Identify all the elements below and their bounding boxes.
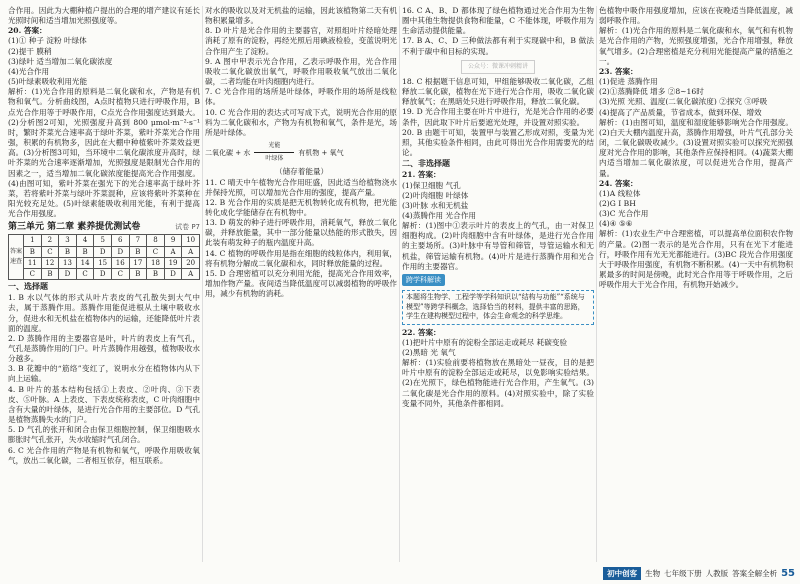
equation-condition-top: 光能	[268, 142, 281, 150]
explanation: 19. D 光合作用主要在叶片中进行，光是光合作用的必要条件，因此取下叶片后要遮光处理，并设置对照实验。	[402, 107, 594, 127]
cross-discipline-tag: 跨学科解读	[402, 274, 445, 286]
explanation: 16. C A、B、D 都体现了绿色植物通过光合作用为生物圈中其他生物提供食物和能量，C 不能体现，呼吸作用为生命活动提供能量。	[402, 6, 594, 36]
explanation: 4. B 叶片的基本结构包括①上表皮、②叶肉、③下表皮、⑤叶脉。A 上表皮、下表皮统称表皮，C 叶肉细胞中含有大量的叶绿体，是进行光合作用的主要部位。D 气孔是植物蒸腾失水的门户。	[8, 384, 200, 425]
answer-line: (3)绿叶 适当增加二氧化碳浓度	[8, 56, 113, 66]
answer-line: (5)叶绿素吸收利用光能	[8, 77, 88, 87]
explanation: 14. C 植物的呼吸作用是指在细胞的线粒体内，利用氧，将有机物分解成二氧化碳和水，同时释放能量的过程。	[205, 248, 397, 268]
explanation: 解析：(1)图中①表示叶片的表皮上的气孔，由一对保卫细胞构成。(2)叶肉细胞中含有叶绿体，是进行光合作用的主要场所。(3)叶脉中有导管和筛管，导管运输水和无机盐，筛管运输有机物。(4)叶片是进行蒸腾作用和光合作用的主要器官。	[402, 221, 594, 271]
answer-line: (1)把叶片中原有的淀粉全部运走或耗尽 耗碳变验	[402, 337, 568, 347]
answer-line: (1)保卫细胞 气孔	[402, 180, 461, 190]
explanation: 解析：(1)由图可知，温度和湿度能够影响光合作用强度。(2)白天大棚内温度升高，蒸腾作用增强，叶片气孔部分关闭，二氧化碳吸收减少。(3)设置对照实验可以探究光照强度对光合作用的影响，其他条件应保持相同。(4)蔬菜大棚内适当增加二氧化碳浓度，可以促进光合作用，提高产量。	[599, 117, 793, 178]
explanation: 10. C 光合作用的表达式可写成下式，说明光合作用的原料为二氧化碳和水，产物为有机物和氧气，条件是光，场所是叶绿体。	[205, 107, 397, 137]
answer-line: (4)光合作用	[8, 66, 50, 76]
footer-tag: 答案全解全析	[732, 568, 778, 578]
column-divider	[399, 6, 400, 562]
footer-edition: 人教版	[705, 568, 729, 578]
answer-line: (3)叶脉 水和无机盐	[402, 200, 469, 210]
explanation: 3. B 花瓣中的“筋络”变红了，说明水分在植物体内从下向上运输。	[8, 364, 200, 384]
explanation: 6. C 光合作用的产物是有机物和氧气，呼吸作用吸收氧气，放出二氧化碳，二者相互依存，相互联系。	[8, 445, 200, 465]
equation-arrow	[254, 141, 294, 164]
explanation: 7. C 光合作用的场所是叶绿体，呼吸作用的场所是线粒体。	[205, 87, 397, 107]
explanation: 1. B 水以气体的形式从叶片表皮的气孔散失到大气中去，属于蒸腾作用。蒸腾作用能促进根从土壤中吸收水分，促进水和无机盐在植物体内的运输，还能降低叶片表面的温度。	[8, 293, 200, 333]
answer-line: (2)①蒸腾降低 增多 ②8~16时	[599, 87, 704, 97]
explanation: 9. A 图中甲表示光合作用，乙表示呼吸作用，光合作用吸收二氧化碳放出氧气，呼吸作用吸收氧气放出二氧化碳，二者均能在叶肉细胞内进行。	[205, 56, 397, 87]
column-2	[205, 6, 397, 299]
answer-line: (2)黑暗 光 氧气	[402, 347, 456, 357]
answer-table-label: 答案速查	[9, 235, 24, 280]
column-4	[599, 6, 793, 290]
paragraph: 色植物中吸作用强度增加，应该在夜晚适当降低温度，减弱呼吸作用。	[599, 6, 793, 26]
paragraph: 对水的吸收以及对无机盐的运输，因此该植物第二天有机物积累量增多。	[205, 6, 397, 26]
explanation: 2. D 蒸腾作用的主要器官是叶，叶片的表皮上有气孔，气孔是蒸腾作用的门户。叶片蒸腾作用越强，植物吸收水分越多。	[8, 333, 200, 364]
question-head: 23. 答案：	[599, 66, 638, 76]
explanation: 20. B 由题干可知，装置甲与装置乙形成对照，变量为光照，其他实验条件相同，由此可得出光合作用需要光的结论。	[402, 127, 594, 158]
cross-discipline-note: 本题将生物学、工程学等学科知识以“结构与功能”“系统与模型”等跨学科概念，选择恰当的材料，提供丰富的思路，学生在建构模型过程中，体会生命观念的科学思维。	[402, 290, 594, 325]
answer-line: (1)A 线粒体	[599, 188, 641, 198]
explanation: 8. D 叶片是光合作用的主要器官，对照组叶片经暗处理消耗了原有的淀粉，再经光照后用碘液检验，变蓝说明光合作用产生了淀粉。	[205, 26, 397, 56]
equation-condition-bottom: 叶绿体	[265, 155, 284, 163]
watermark: 公众号：微课冲刺精讲	[402, 60, 594, 74]
column-divider	[202, 6, 203, 562]
answer-table: 答案速查 1 2 3 4 5 6 7 8 9 10 B C B B D D B C A A 11 12 13 14 15 16 17 18 19 20 C B D C D C B B D A	[8, 234, 200, 280]
explanation: 17. B A、C、D 三种做法都有利于实现碳中和，B 做法不利于碳中和目标的实现。	[402, 36, 594, 56]
answer-line: (1)① 种子 淀粉 叶绿体	[8, 36, 87, 46]
photosynthesis-equation	[205, 141, 397, 164]
column-divider	[596, 6, 597, 562]
section-title: 第三单元 第二章 素养提优测试卷 试卷 P7	[8, 222, 200, 233]
equation-right: 有机物 + 氧气	[298, 148, 344, 157]
footer-grade: 七年级下册	[664, 568, 702, 578]
column-1	[8, 6, 200, 466]
brand-logo: 初中创客	[603, 567, 641, 580]
equation-left: 二氧化碳 + 水	[205, 148, 251, 157]
page-footer	[560, 566, 795, 580]
section-ref: 试卷 P7	[175, 223, 200, 232]
answer-line: (1)促进 蒸腾作用	[599, 77, 658, 87]
answer-line: (2)G I BH	[599, 198, 636, 208]
question-head: 21. 答案：	[402, 170, 441, 180]
answer-line: (3)C 光合作用	[599, 209, 649, 219]
question-head: 22. 答案：	[402, 327, 441, 337]
explanation: 解析：(1)农业生产中合理密植，可以提高单位面积农作物的产量。(2)图一表示的是光合作用，只有在光下才能进行，呼吸作用有光无光都能进行。(3)BC 段光合作用强度大于呼吸作用强度，有机物不断积累。(4)一天中有机物积累最多的时间是傍晚，此时光合作用等于呼吸作用，之后呼吸作用大于光合作用，有机物开始减少。	[599, 229, 793, 290]
explanation: 15. D 合理密植可以充分利用光能，提高光合作用效率，增加作物产量。夜间适当降低温度可以减弱植物的呼吸作用，减少有机物的消耗。	[205, 268, 397, 299]
paragraph: 合作用。因此为大棚种植户提出的合理的增产建议有延长光照时间和适当增加光照强度等。	[8, 6, 200, 26]
answer-line: (2)提干 膜稍	[8, 46, 52, 56]
question-head: 20. 答案：	[8, 26, 47, 36]
explanation: 解析：(1)实验前要将植物放在黑暗处一昼夜，目的是把叶片中原有的淀粉全部运走或耗尽，以免影响实验结果。(2)在光照下，绿色植物能进行光合作用，产生氧气。(3)二氧化碳是光合作用的原料。(4)对照实验中，除了实验变量不同外，其他条件都相同。	[402, 358, 594, 408]
equation-note: （储存着能量）	[275, 167, 329, 177]
explanation: 解析：(1)光合作用的原料是二氧化碳和水，产物是有机物和氧气。分析曲线图，A点时植物只进行呼吸作用，B点光合作用等于呼吸作用，C点光合作用强度达到最大。(2)分析图2可知，光照强度升高到 800 μmol·m⁻²·s⁻¹时，繁时芥菜光合速率高于绿叶芥菜，紫叶芥菜光合作用强，积累的有机物多，因此在大棚中种植紫叶芥菜效益更高。(3)分析图3可知，当环境中二氧化碳浓度升高时，绿叶芥菜的光合速率逐渐增加，光照强度是限制光合作用的因素之一，适当增加二氧化碳浓度能提高光合作用强度。(4)由图可知，紫叶芥菜在强光下的光合速率高于绿叶芥菜，若将紫叶芥菜与绿叶芥菜混种，应该将紫叶芥菜种在阳光较充足处。(5)叶绿素能吸收利用光能，有利于提高光合作用强度。	[8, 87, 200, 219]
explanation: 11. C 晴天中午植物光合作用旺盛，因此适当给植物浇水并保持光照，可以增加光合作用的强度，提高产量。	[205, 177, 397, 197]
explanation: 12. B 光合作用的实质是把无机物转化成有机物，把光能转化成化学能储存在有机物中。	[205, 197, 397, 217]
answer-line: (4)提高了产品质量，节省成本，做到环保、增效	[599, 107, 762, 117]
subsection-title: 一、选择题	[8, 282, 48, 292]
answer-line: (2)叶肉细胞 叶绿体	[402, 190, 469, 200]
explanation: 13. D 萌发的种子进行呼吸作用，消耗氧气，释放二氧化碳，并释放能量，其中一部分能量以热能的形式散失，因此装有萌发种子的瓶内温度升高。	[205, 218, 397, 248]
explanation: 解析：(1)光合作用的原料是二氧化碳和水，氧气和有机物是光合作用的产物，光照强度增强，光合作用增强，释放氧气增多。(2)合理密植是充分利用光能提高产量的措施之一。	[599, 26, 793, 66]
page-number: 55	[781, 567, 795, 579]
question-head: 24. 答案：	[599, 178, 638, 188]
subsection-title: 二、非选择题	[402, 159, 450, 169]
explanation: 5. D 气孔的张开和闭合由保卫细胞控制，保卫细胞吸水膨胀时气孔张开，失水收缩时气孔闭合。	[8, 425, 200, 445]
answer-line: (4)蒸腾作用 光合作用	[402, 210, 476, 220]
explanation: 18. C 根据题干信息可知，甲组能够吸收二氧化碳，乙组释放二氧化碳，植物在光下进行光合作用，吸收二氧化碳释放氧气；在黑暗处只进行呼吸作用，释放二氧化碳。	[402, 76, 594, 107]
answer-line: (4)④ ⑤⑥	[599, 219, 633, 229]
column-3	[402, 6, 594, 409]
footer-subject: 生物	[645, 568, 661, 578]
answer-line: (3)光照 光照、温度(二氧化碳浓度) ②探究 ③呼吸	[599, 97, 768, 107]
